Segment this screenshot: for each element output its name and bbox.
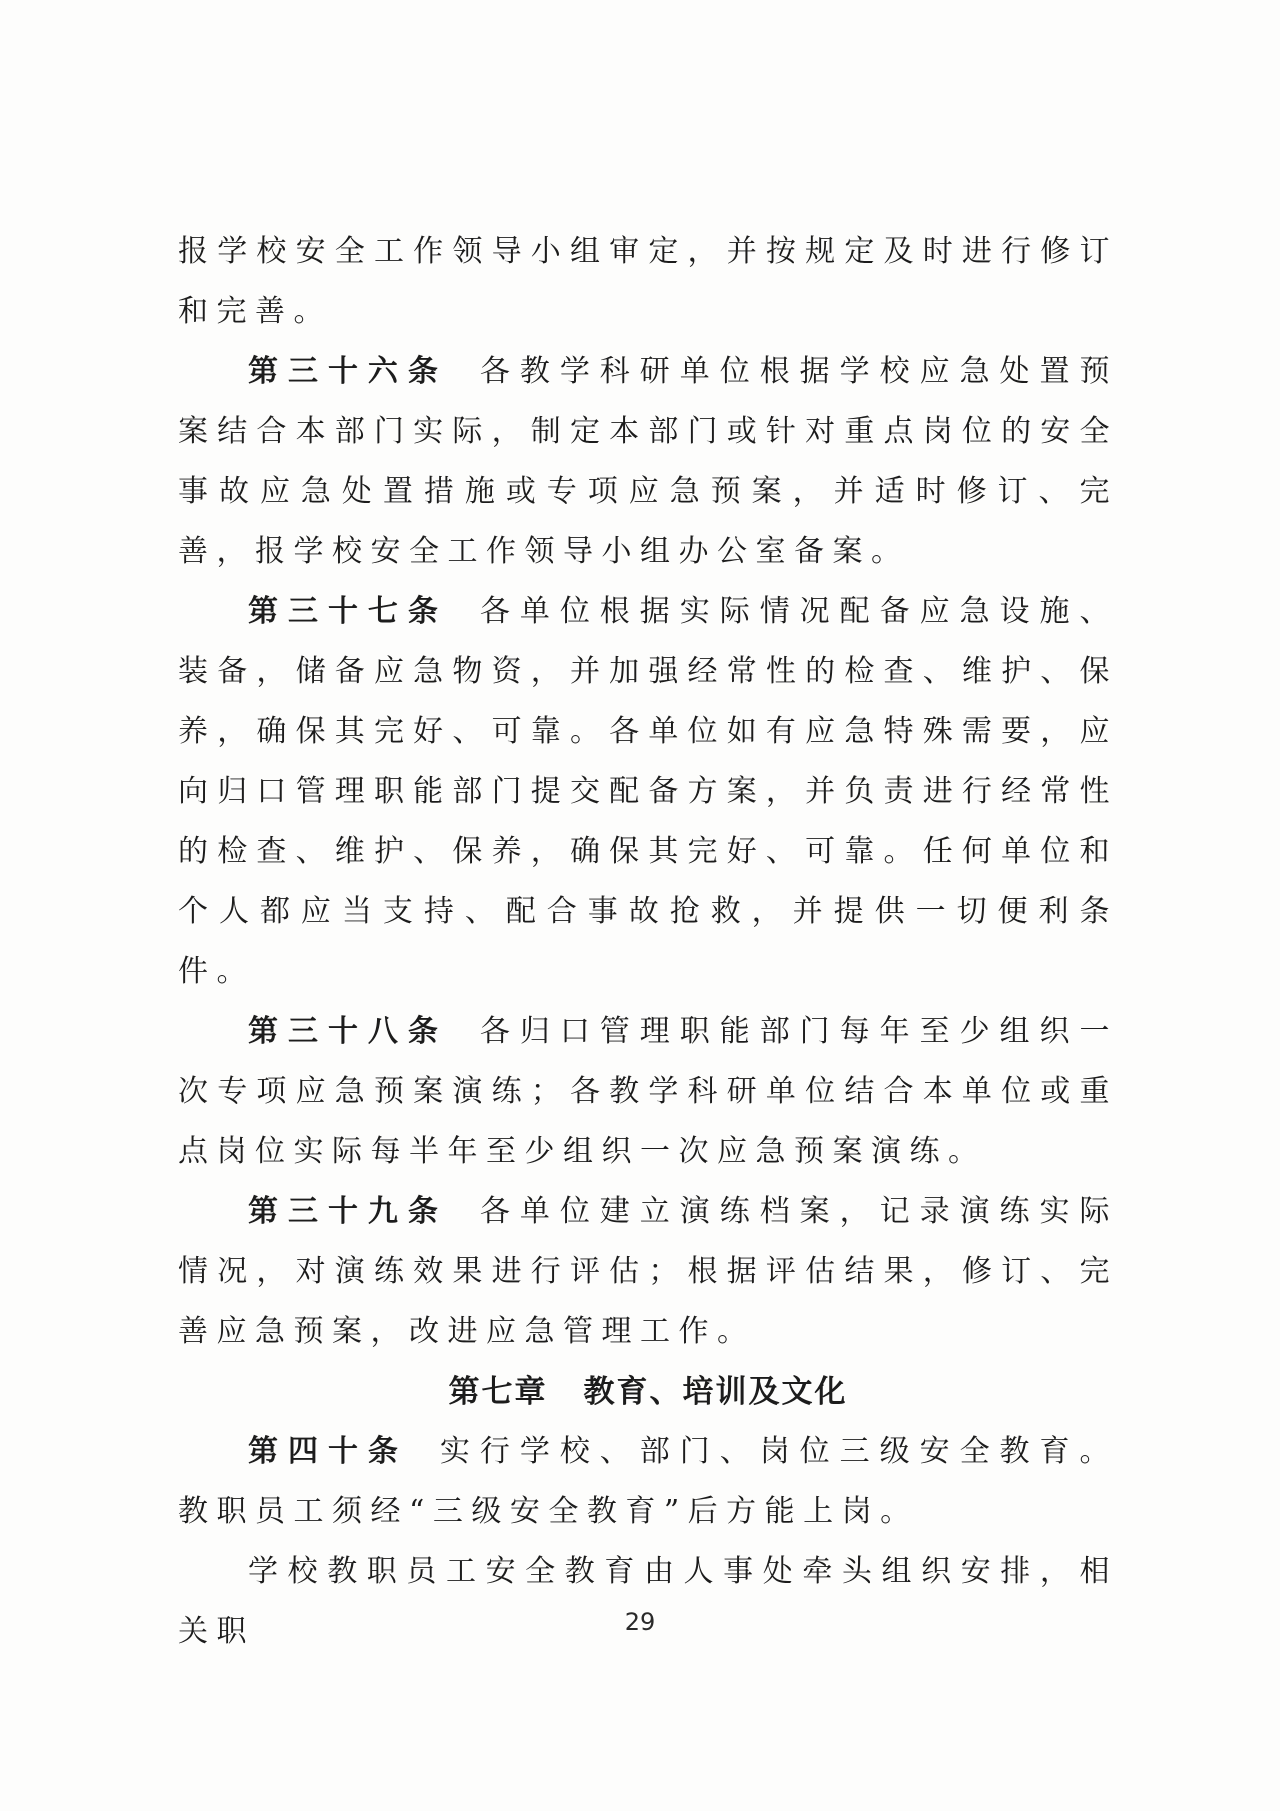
article-36 xyxy=(178,342,1118,582)
article-number: 第三十六条 xyxy=(248,354,448,389)
article-37 xyxy=(178,582,1118,1002)
chapter-number: 第七章 xyxy=(448,1374,548,1410)
paragraph-trailing xyxy=(178,1542,1118,1662)
article-text: 各教学科研单位根据学校应急处置预案结合本部门实际，制定本部门或针对重点岗位的安全事故应急处置措施或专项应急预案，并适时修订、完善，报学校安全工作领导小组办公室备案。 xyxy=(178,354,1118,569)
paragraph-text: 学校教职员工安全教育由人事处牵头组织安排，相关职 xyxy=(178,1554,1118,1649)
article-38 xyxy=(178,1002,1118,1182)
article-number: 第三十七条 xyxy=(248,594,448,629)
article-40 xyxy=(178,1422,1118,1542)
article-text: 各归口管理职能部门每年至少组织一次专项应急预案演练；各教学科研单位结合本单位或重点岗位实际每半年至少组织一次应急预案演练。 xyxy=(178,1014,1118,1169)
article-number: 第三十九条 xyxy=(248,1194,448,1229)
chapter-title: 教育、培训及文化 xyxy=(583,1374,848,1410)
paragraph-continuation xyxy=(178,222,1118,342)
article-text: 实行学校、部门、岗位三级安全教育。教职员工须经“三级安全教育”后方能上岗。 xyxy=(178,1434,1119,1529)
article-39 xyxy=(178,1182,1118,1362)
article-number: 第三十八条 xyxy=(248,1014,448,1049)
article-text: 各单位根据实际情况配备应急设施、装备，储备应急物资，并加强经常性的检查、维护、保养，确保其完好、可靠。各单位如有应急特殊需要，应向归口管理职能部门提交配备方案，并负责进行经常性的检查、维护、保养，确保其完好、可靠。任何单位和个人都应当支持、配合事故抢救，并提供一切便利条件。 xyxy=(178,594,1118,989)
chapter-heading xyxy=(178,1362,1118,1422)
article-text: 各单位建立演练档案，记录演练实际情况，对演练效果进行评估；根据评估结果，修订、完善应急预案，改进应急管理工作。 xyxy=(178,1194,1118,1349)
page-number: 29 xyxy=(624,1608,656,1636)
document-body xyxy=(178,222,1118,1662)
article-number: 第四十条 xyxy=(248,1434,408,1469)
paragraph-text: 报学校安全工作领导小组审定，并按规定及时进行修订和完善。 xyxy=(178,234,1118,329)
